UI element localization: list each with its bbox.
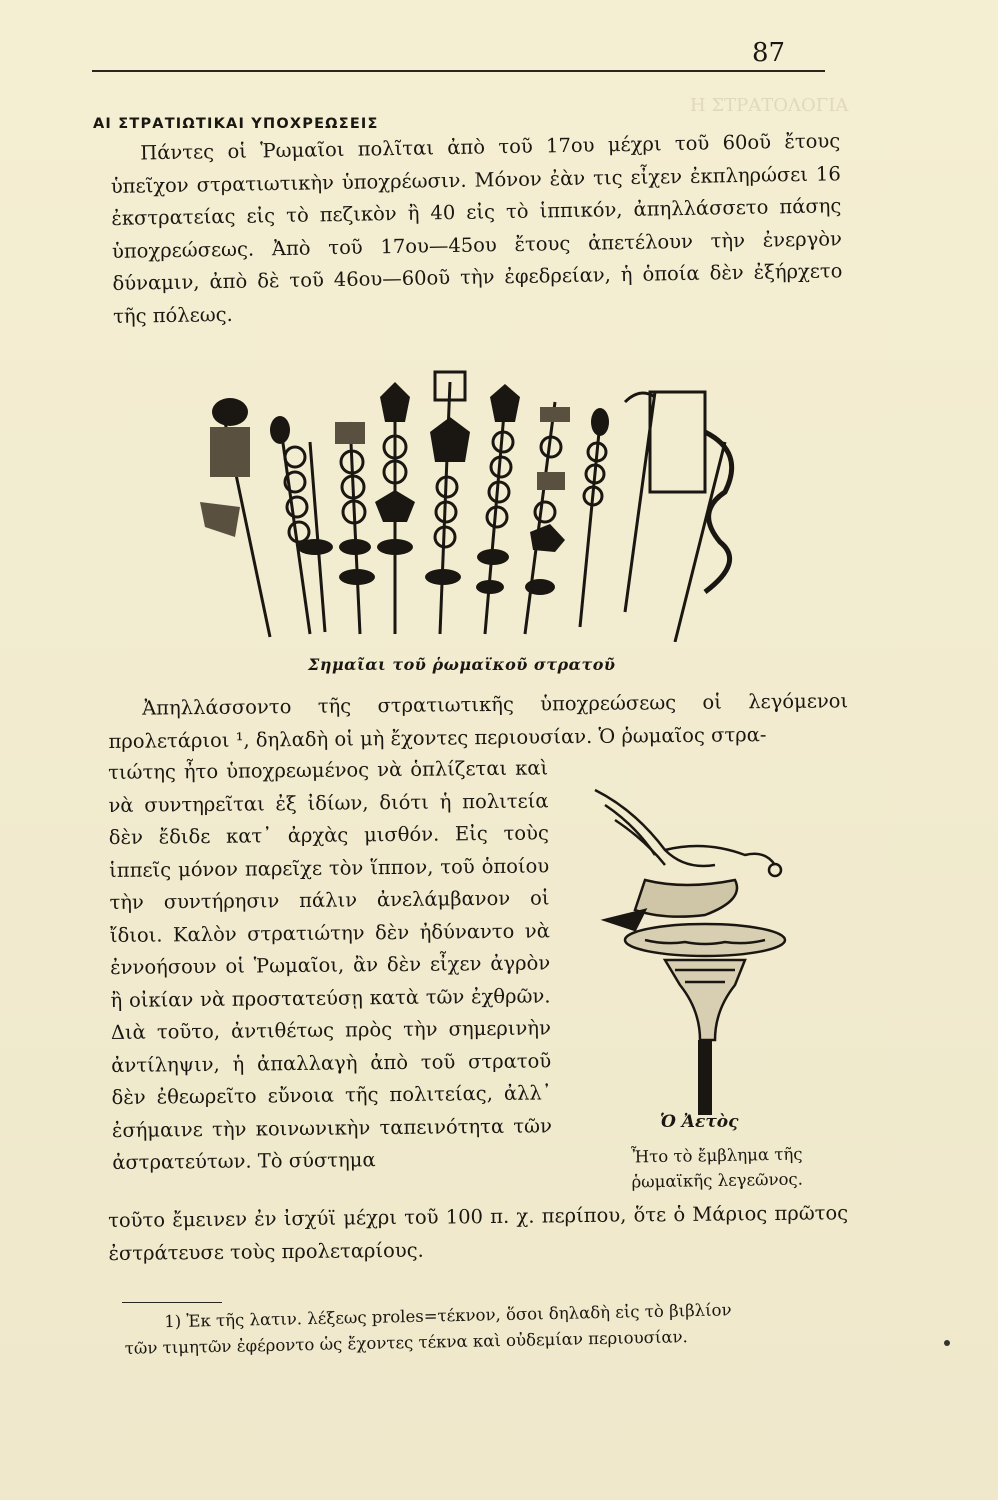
- footnote-rule: [122, 1302, 222, 1303]
- ink-dot: [944, 1340, 950, 1346]
- eagle-standard-illustration: [575, 770, 815, 1115]
- paragraph-3-text: τιώτης ἦτο ὑποχρεωμένος νὰ ὁπλίζεται καὶ νὰ συντηρεῖται ἐξ ἰδίων, διότι ἡ πολιτεία δὲν ἔδιδε κατ᾿ ἀρχὰς μισθόν. Εἰς τοὺς ἱππεῖς μόνον παρεῖχε τὸν ἵππον, τοῦ ὁποίου τὴν συντήρησιν πάλιν ἀνελάμβανον οἱ ἴδιοι. Καλὸν στρατιώτην δὲν ἠδύναντο νὰ ἐννοήσουν οἱ Ῥωμαῖοι, ἂν δὲν εἶχεν ἀγρὸν ἢ οἰκίαν νὰ προστατεύσῃ κατὰ τῶν ἐχθρῶν. Διὰ τοῦτο, ἀντιθέτως πρὸς τὴν σημερινὴν ἀντίληψιν, ἡ ἀπαλλαγὴ ἀπὸ τοῦ στρατοῦ δὲν ἐθεωρεῖτο εὔνοια τῆς πολιτείας, ἀλλ᾿ ἐσήμαινε τὴν κοινωνικὴν ταπεινότητα τῶν ἀστρατεύτων. Τὸ σύστημα: [108, 756, 553, 1174]
- footnote: [124, 1295, 865, 1362]
- footnote-line-2: τῶν τιμητῶν ἐφέροντο ὡς ἔχοντες τέκνα καὶ οὐδεμίαν περιουσίαν.: [124, 1327, 688, 1358]
- paragraph-1: [110, 125, 843, 333]
- eagle-subcaption-line-2: ῥωμαϊκῆς λεγεῶνος.: [631, 1169, 804, 1192]
- paragraph-3: [108, 752, 552, 1179]
- paragraph-4-text: τοῦτο ἔμεινεν ἐν ἰσχύϊ μέχρι τοῦ 100 π. χ. περίπου, ὅτε ὁ Μάριος πρῶτος ἐστράτευσε τοὺς προλεταρίους.: [108, 1201, 849, 1265]
- paragraph-1-text: Πάντες οἱ Ῥωμαῖοι πολῖται ἀπὸ τοῦ 17ου μέχρι τοῦ 60οῦ ἔτους ὑπεῖχον στρατιωτικὴν ὑποχρέωσιν. Μόνον ἐὰν τις εἶχεν ἐκπληρώσει 16 ἐκστρατείας εἰς τὸ πεζικὸν ἢ 40 εἰς τὸ ἱππικόν, ἀπηλλάσσετο πάσης ὑποχρεώσεως. Ἀπὸ τοῦ 17ου—45ου ἔτους ἀπετέλουν τὴν ἐνεργὸν δύναμιν, ἀπὸ δὲ τοῦ 46ου—60οῦ τὴν ἐφεδρείαν, ἡ ὁποία δὲν ἐξήρχετο τῆς πόλεως.: [110, 129, 843, 328]
- paragraph-4: [108, 1197, 849, 1270]
- page-number: 87: [752, 38, 786, 68]
- paragraph-2-text: Ἀπηλλάσσοντο τῆς στρατιωτικῆς ὑποχρεώσεως οἱ λεγόμενοι προλετάριοι ¹, δηλαδὴ οἱ μὴ ἔχοντες περιουσίαν. Ὁ ῥωμαῖος στρα-: [108, 689, 849, 753]
- section-heading: ΑΙ ΣΤΡΑΤΙΩΤΙΚΑΙ ΥΠΟΧΡΕΩΣΕΙΣ: [93, 116, 379, 132]
- header-rule: [92, 70, 825, 72]
- paragraph-2: [108, 685, 849, 758]
- eagle-subcaption-line-1: Ἦτο τὸ ἔμβλημα τῆς: [630, 1144, 803, 1167]
- figure-subcaption-eagle: [587, 1141, 848, 1196]
- roman-standards-illustration: [185, 362, 765, 642]
- bleed-through-text: Η ΣΤΡΑΤΟΛΟΓΙΑ: [690, 95, 849, 116]
- figure-caption-standards: Σημαῖαι τοῦ ῥωμαϊκοῦ στρατοῦ: [308, 655, 616, 674]
- footnote-line-1: 1) Ἐκ τῆς λατιν. λέξεως proles=τέκνον, ὅσοι δηλαδὴ εἰς τὸ βιβλίον: [164, 1300, 732, 1332]
- figure-caption-eagle: Ὁ Ἀετὸς: [660, 1112, 739, 1132]
